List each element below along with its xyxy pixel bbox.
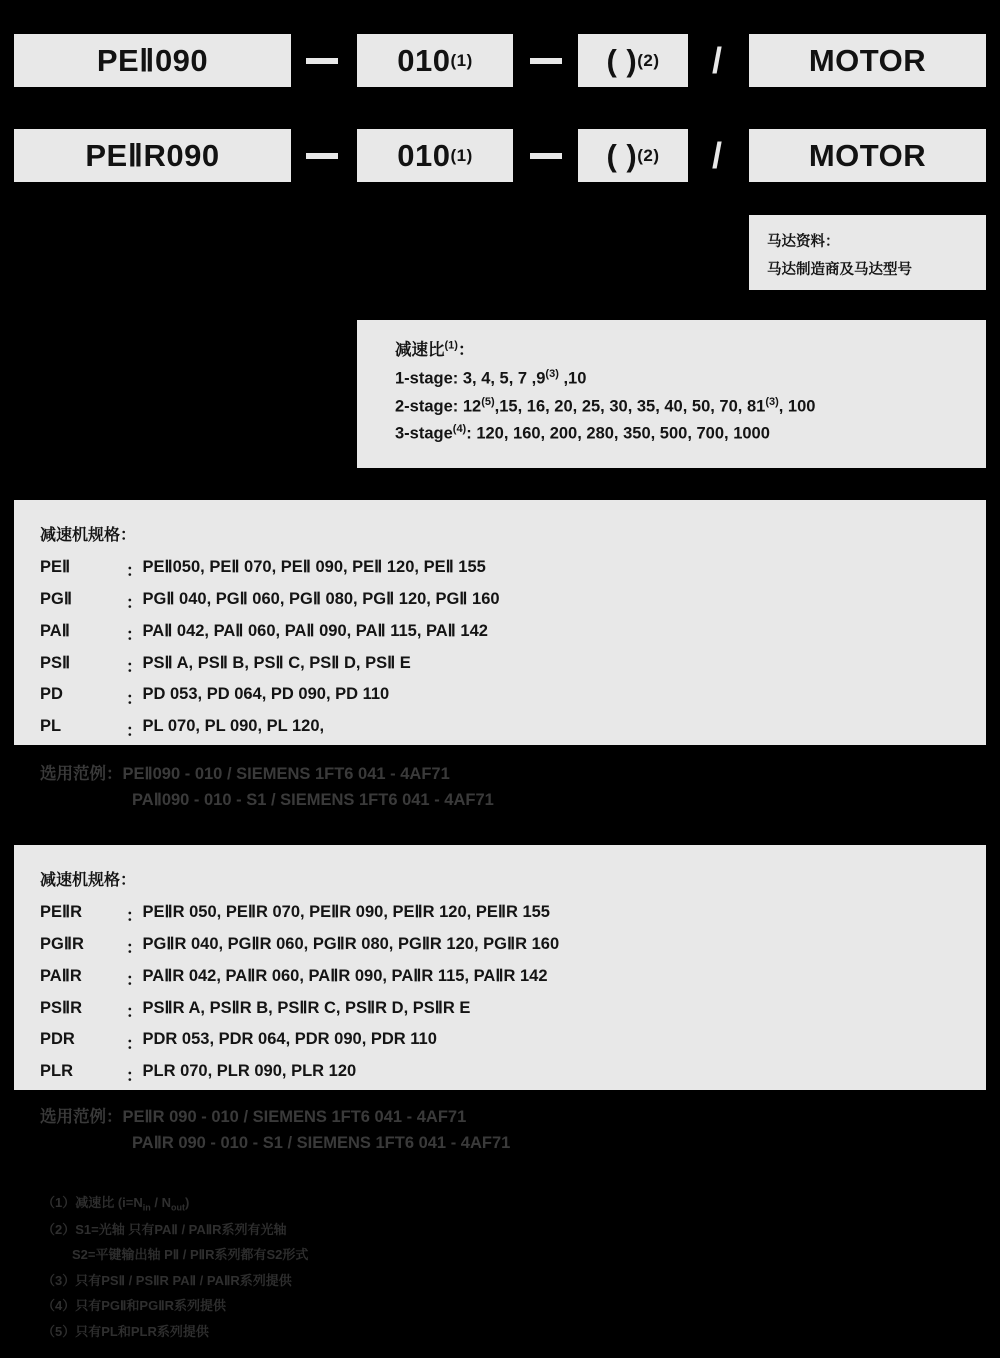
spec-row-bottom-6-sep: ：: [126, 1067, 143, 1085]
spec-row-bottom-4: [40, 998, 966, 1022]
spec-row-top-1: [40, 557, 966, 581]
spec-row-bottom-1-value: PEⅡR 050, PEⅡR 070, PEⅡR 090, PEⅡR 120, PEⅡR 155: [142, 903, 550, 921]
footnote-2: [42, 1217, 986, 1242]
ratio-code-row1: 010: [397, 42, 451, 78]
footnote-1-num: （1）: [42, 1195, 76, 1210]
motor-note-line2: 马达制造商及马达型号: [767, 261, 912, 278]
ratio-note-title-sup: (1): [444, 339, 458, 352]
model-code-row1: PEⅡ090: [96, 42, 209, 78]
ratio-line-1-b: ,10: [558, 369, 587, 388]
spec-row-top-6-sep: ：: [126, 722, 143, 740]
spec-row-top-2: [40, 589, 966, 613]
spec-row-top-6-key: PL: [40, 717, 62, 735]
spec-panel-bottom: [14, 845, 986, 1090]
dash-2-row2: [530, 153, 562, 159]
spec-row-top-4-value: PSⅡ A, PSⅡ B, PSⅡ C, PSⅡ D, PSⅡ E: [142, 654, 411, 672]
dash-1-row2: [306, 153, 338, 159]
spec-panel-bottom-title: 减速机规格：: [40, 872, 137, 889]
slash-row2: /: [711, 135, 722, 176]
spec-row-bottom-3-sep: ：: [126, 971, 143, 989]
footnote-5-num: （4）: [42, 1298, 76, 1314]
footnote-3: [42, 1242, 986, 1267]
ratio-line-3-b: : 120, 160, 200, 280, 350, 500, 700, 1000: [466, 424, 770, 443]
spec-row-bottom-3-key: PAⅡR: [40, 967, 82, 985]
footnote-4: [42, 1268, 986, 1293]
spec-row-top-2-value: PGⅡ 040, PGⅡ 060, PGⅡ 080, PGⅡ 120, PGⅡ 160: [142, 590, 500, 608]
ratio-note-title: [395, 336, 968, 360]
model-code-box-row1: [14, 34, 291, 87]
shaft-code-sup-row2: (2): [637, 145, 660, 165]
spec-row-bottom-1-key: PEⅡR: [40, 903, 83, 921]
footnote-6-text: 只有PL和PLR系列提供: [75, 1323, 209, 1339]
spec-row-bottom-2-sep: ：: [126, 939, 143, 957]
spec-row-bottom-5-key: PDR: [40, 1030, 75, 1048]
slash-row1: /: [711, 40, 722, 81]
spec-row-bottom-2-key: PGⅡR: [40, 935, 84, 953]
ratio-code-row2: 010: [397, 137, 451, 173]
ratio-line-1-label: 1-stage:: [395, 369, 463, 388]
spec-row-bottom-6-key: PLR: [40, 1062, 73, 1080]
ratio-note-line-1: [395, 368, 968, 389]
spec-row-top-5-sep: ：: [126, 690, 143, 708]
dash-2-row1: [530, 58, 562, 64]
example-bottom-line1: 选用范例：PEⅡR 090 - 010 / SIEMENS 1FT6 041 - 4AF71: [40, 1108, 467, 1126]
ratio-line-2-sup-a: (5): [481, 395, 495, 408]
ratio-line-1-sup-a: (3): [545, 368, 559, 380]
ratio-note-line-3: [395, 423, 968, 444]
spec-row-bottom-6: [40, 1062, 966, 1086]
spec-row-top-1-sep: ：: [126, 562, 143, 580]
spec-row-bottom-2-value: PGⅡR 040, PGⅡR 060, PGⅡR 080, PGⅡR 120, PGⅡR 160: [142, 935, 560, 953]
ratio-note-title-colon: ：: [457, 341, 475, 359]
spec-row-bottom-3: [40, 966, 966, 990]
footnote-1-text3: ): [185, 1195, 190, 1210]
footnote-2-text: S1=光轴 只有PAⅡ / PAⅡR系列有光轴: [75, 1222, 287, 1238]
footnote-3-text: S2=平键输出轴 PⅡ / PⅡR系列都有S2形式: [72, 1247, 309, 1263]
spec-row-bottom-5-sep: ：: [126, 1035, 143, 1053]
motor-code-row1: MOTOR: [808, 42, 927, 78]
footnote-1-sub: in: [142, 1202, 151, 1213]
footnote-5: [42, 1293, 986, 1318]
spec-row-top-3-key: PAⅡ: [40, 622, 70, 640]
footnote-6-num: （5）: [42, 1323, 76, 1339]
spec-row-top-6: [40, 717, 966, 741]
spec-row-top-5-value: PD 053, PD 064, PD 090, PD 110: [142, 685, 390, 703]
spec-row-bottom-4-key: PSⅡR: [40, 999, 83, 1017]
example-bottom-line2: PAⅡR 090 - 010 - S1 / SIEMENS 1FT6 041 - 4AF71: [132, 1134, 511, 1153]
footnote-6: [42, 1319, 986, 1344]
spec-row-bottom-5-value: PDR 053, PDR 064, PDR 090, PDR 110: [142, 1030, 437, 1048]
spec-row-top-5: [40, 685, 966, 709]
motor-code-box-row1: [749, 34, 986, 87]
example-top-line2: PAⅡ090 - 010 - S1 / SIEMENS 1FT6 041 - 4AF71: [132, 791, 494, 810]
ratio-note-title-text: 减速比: [395, 341, 445, 359]
ratio-line-3-label: 3-stage: [395, 424, 453, 443]
spec-row-bottom-5: [40, 1030, 966, 1054]
spec-panel-top-title: 减速机规格：: [40, 527, 137, 544]
ratio-line-2-c: , 100: [778, 397, 816, 415]
ratio-line-3-sup-a: (4): [452, 423, 467, 435]
shaft-code-row1: ( ): [606, 42, 638, 78]
shaft-code-row2: ( ): [606, 137, 638, 173]
spec-row-bottom-4-sep: ：: [126, 1003, 143, 1021]
spec-row-bottom-4-value: PSⅡR A, PSⅡR B, PSⅡR C, PSⅡR D, PSⅡR E: [142, 999, 471, 1017]
spec-row-bottom-2: [40, 934, 966, 958]
spec-panel-top: [14, 500, 986, 745]
spec-row-top-2-key: PGⅡ: [40, 590, 72, 608]
example-top-line1: 选用范例：PEⅡ090 - 010 / SIEMENS 1FT6 041 - 4AF71: [40, 765, 450, 783]
spec-row-top-6-value: PL 070, PL 090, PL 120,: [142, 717, 325, 735]
example-top: [14, 755, 986, 815]
shaft-code-box-row1: [578, 34, 688, 87]
spec-row-top-4: [40, 653, 966, 677]
spec-row-top-4-sep: ：: [126, 658, 143, 676]
spec-row-bottom-1-sep: ：: [126, 907, 143, 925]
ratio-line-2-a: 12: [462, 397, 482, 415]
footnote-1-sub2: out: [171, 1202, 186, 1213]
ratio-line-2-label: 2-stage:: [395, 397, 463, 415]
ratio-line-2-sup-b: (3): [765, 395, 779, 408]
motor-code-row2: MOTOR: [808, 137, 927, 173]
footnote-1-text: 减速比 (i=N: [75, 1195, 143, 1210]
shaft-code-box-row2: [578, 129, 688, 182]
motor-note-line1: 马达资料：: [767, 234, 840, 250]
motor-note-box: [749, 215, 986, 290]
footnote-1-text2: / N: [150, 1195, 172, 1210]
spec-row-top-4-key: PSⅡ: [40, 654, 71, 672]
example-bottom: [14, 1098, 986, 1158]
footnotes: [14, 1190, 986, 1340]
ratio-line-1-a: 3, 4, 5, 7 ,9: [462, 369, 546, 388]
spec-row-bottom-3-value: PAⅡR 042, PAⅡR 060, PAⅡR 090, PAⅡR 115, PAⅡR 142: [142, 967, 548, 985]
ratio-line-2-b: ,15, 16, 20, 25, 30, 35, 40, 50, 70, 81: [494, 397, 766, 415]
spec-row-top-5-key: PD: [40, 685, 63, 703]
motor-code-box-row2: [749, 129, 986, 182]
spec-row-top-3: [40, 621, 966, 645]
spec-row-top-2-sep: ：: [126, 594, 143, 612]
ratio-code-sup-row2: (1): [450, 145, 473, 165]
dash-1-row1: [306, 58, 338, 64]
ratio-code-box-row2: [357, 129, 513, 182]
spec-row-bottom-1: [40, 902, 966, 926]
ratio-note-line-2: [395, 396, 968, 417]
footnote-1: [42, 1190, 986, 1217]
ratio-code-box-row1: [357, 34, 513, 87]
shaft-code-sup-row1: (2): [637, 50, 660, 70]
model-code-row2: PEⅡR090: [85, 137, 220, 173]
spec-row-top-3-value: PAⅡ 042, PAⅡ 060, PAⅡ 090, PAⅡ 115, PAⅡ 142: [142, 622, 488, 640]
model-code-box-row2: [14, 129, 291, 182]
footnote-4-text: 只有PSⅡ / PSⅡR PAⅡ / PAⅡR系列提供: [75, 1272, 292, 1288]
ratio-code-sup-row1: (1): [450, 50, 473, 70]
spec-row-bottom-6-value: PLR 070, PLR 090, PLR 120: [142, 1062, 357, 1080]
footnote-5-text: 只有PGⅡ和PGⅡR系列提供: [75, 1298, 226, 1314]
spec-row-top-3-sep: ：: [126, 626, 143, 644]
spec-row-top-1-key: PEⅡ: [40, 558, 71, 576]
footnote-2-num: （2）: [42, 1222, 76, 1238]
ratio-note-box: [357, 320, 986, 468]
spec-row-top-1-value: PEⅡ050, PEⅡ 070, PEⅡ 090, PEⅡ 120, PEⅡ 155: [142, 558, 486, 576]
footnote-4-num: （3）: [42, 1272, 76, 1288]
